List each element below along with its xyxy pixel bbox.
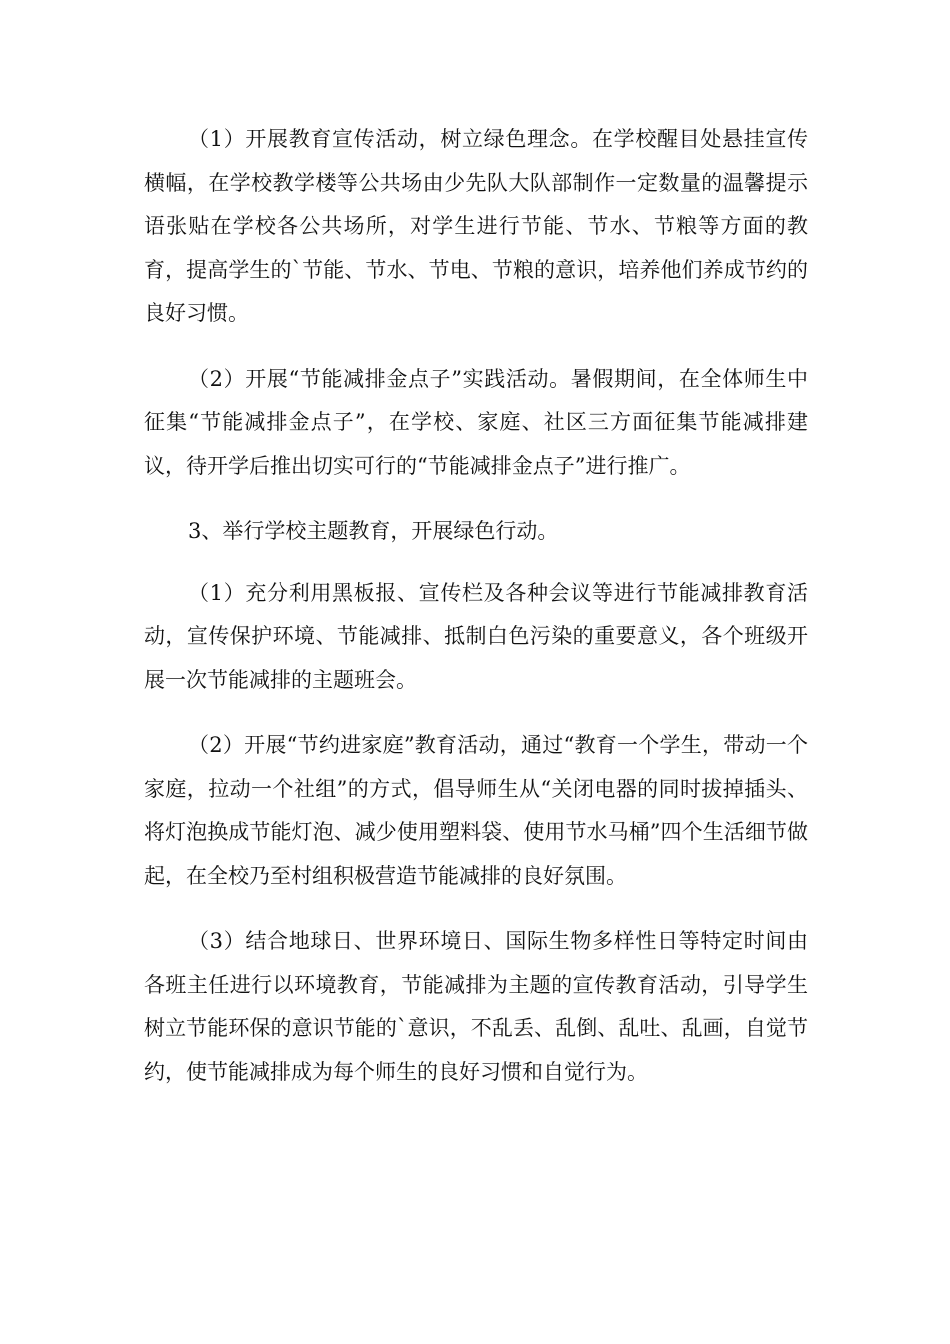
paragraph-publicity-activity: （1）开展教育宣传活动，树立绿色理念。在学校醒目处悬挂宣传横幅，在学校教学楼等公共场由少先队大队部制作一定数量的温馨提示语张贴在学校各公共场所，对学生进行节能、节水、节粮等方面的教育，提高学生的`节能、节水、节电、节粮的意识，培养他们养成节约的良好习惯。 <box>144 127 808 325</box>
paragraph-environment-days-activity: （3）结合地球日、世界环境日、国际生物多样性日等特定时间由各班主任进行以环境教育，节能减排为主题的宣传教育活动，引导学生树立节能环保的意识节能的`意识，不乱丢、乱倒、乱吐、乱画，自觉节约，使节能减排成为每个师生的良好习惯和自觉行为。 <box>144 929 808 1084</box>
section-heading-theme-education: 3、举行学校主题教育，开展绿色行动。 <box>188 519 559 543</box>
document-body <box>144 118 808 1116</box>
paragraph-golden-ideas-activity: （2）开展“节能减排金点子”实践活动。暑假期间，在全体师生中征集“节能减排金点子”，在学校、家庭、社区三方面征集节能减排建议，待开学后推出切实可行的“节能减排金点子”进行推广。 <box>144 366 808 478</box>
paragraph-family-activity: （2）开展“节约进家庭”教育活动，通过“教育一个学生，带动一个家庭，拉动一个社组”的方式，倡导师生从“关闭电器的同时拔掉插头、将灯泡换成节能灯泡、减少使用塑料袋、使用节水马桶”四个生活细节做起，在全校乃至村组积极营造节能减排的良好氛围。 <box>144 733 808 888</box>
paragraph-blackboard-activity: （1）充分利用黑板报、宣传栏及各种会议等进行节能减排教育活动，宣传保护环境、节能减排、抵制白色污染的重要意义，各个班级开展一次节能减排的主题班会。 <box>144 580 808 692</box>
